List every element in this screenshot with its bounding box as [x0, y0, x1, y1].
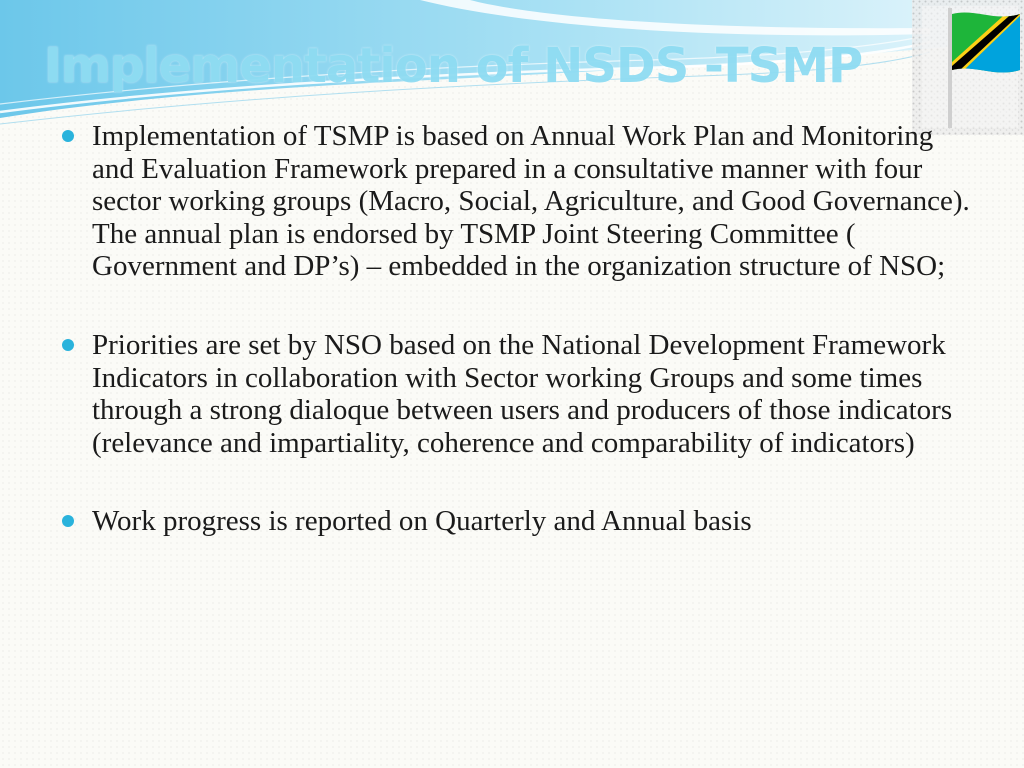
bullet-list: [62, 120, 982, 538]
bullet-dot-icon: [62, 130, 74, 142]
bullet-text: Implementation of TSMP is based on Annual Work Plan and Monitoring and Evaluation Framework prepared in a consultative manner with four sector working groups (Macro, Social, Agriculture, and Good Governance). The annual plan is endorsed by TSMP Joint Steering Committee ( Government and DP’s) – embedded in the organization structure of NSO;: [92, 120, 970, 283]
bullet-dot-icon: [62, 339, 74, 351]
list-item: [62, 505, 982, 538]
bullet-dot-icon: [62, 515, 74, 527]
bullet-text: Priorities are set by NSO based on the National Development Framework Indicators in collaboration with Sector working Groups and some times through a strong dialoque between users and producers of those indicators (relevance and impartiality, coherence and comparability of indicators): [92, 328, 953, 459]
bullet-text: Work progress is reported on Quarterly and Annual basis: [92, 505, 752, 538]
tanzania-flag-icon: [912, 0, 1024, 135]
slide-title: Implementation of NSDS -TSMP: [44, 38, 863, 94]
list-item: [62, 329, 982, 459]
list-item: [62, 120, 982, 283]
